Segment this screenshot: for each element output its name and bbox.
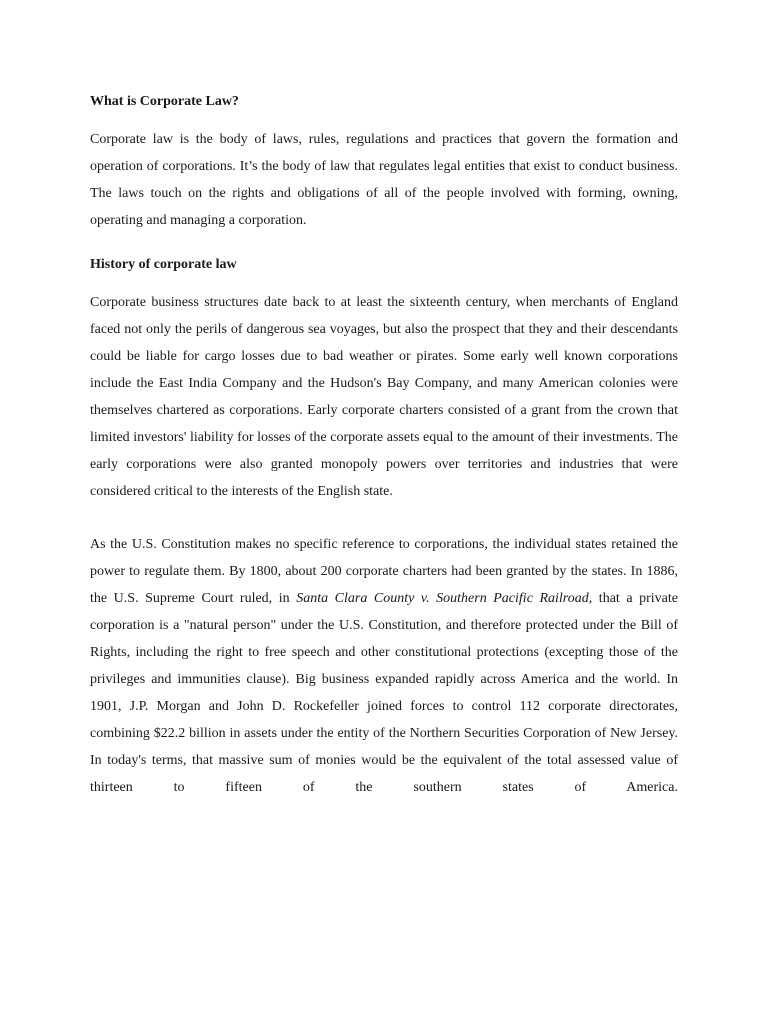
heading-what-is-corporate-law: What is Corporate Law?: [90, 94, 239, 109]
paragraph-history-us: [90, 531, 678, 801]
paragraph-history-origins: Corporate business structures date back to at least the sixteenth century, when merchants of England faced not only the perils of dangerous sea voyages, but also the prospect that they and their descendants could be liable for cargo losses due to bad weather or pirates. Some early well known corporations include the East India Company and the Hudson's Bay Company, and many American colonies were themselves chartered as corporations. Early corporate charters consisted of a grant from the crown that limited investors' liability for losses of the corporate assets equal to the amount of their investments. The early corporations were also granted monopoly powers over territories and industries that were considered critical to the interests of the English state.: [90, 295, 678, 499]
paragraph-history-us-part-b: that a private corporation is a "natural person" under the U.S. Constitution, and therefore protected under the Bill of Rights, including the right to free speech and other constitutional protections (excepting those of the privileges and immunities clause). Big business expanded rapidly across America and the world. In 1901, J.P. Morgan and John D. Rockefeller joined forces to control 112 corporate directorates, combining $22.2 billion in assets under the entity of the Northern Securities Corporation of New Jersey. In today's terms, that massive sum of monies would be the equivalent of the total assessed value of thirteen to fifteen of the southern states of America.: [90, 591, 679, 795]
paragraph-definition: Corporate law is the body of laws, rules, regulations and practices that govern the formation and operation of corporations. It’s the body of law that regulates legal entities that exist to conduct business. The laws touch on the rights and obligations of all of the people involved with forming, owning, operating and managing a corporation.: [90, 132, 678, 228]
case-name: Santa Clara County v. Southern Pacific Railroad,: [296, 591, 593, 606]
heading-history: History of corporate law: [90, 257, 237, 272]
document-body: [90, 92, 678, 801]
paragraph-history-us-part-a: As the U.S. Constitution makes no specific reference to corporations, the individual states retained the power to regulate them. By 1800, about 200 corporate charters had been granted by the states. In 1886, the U.S. Supreme Court ruled, in: [90, 537, 678, 606]
